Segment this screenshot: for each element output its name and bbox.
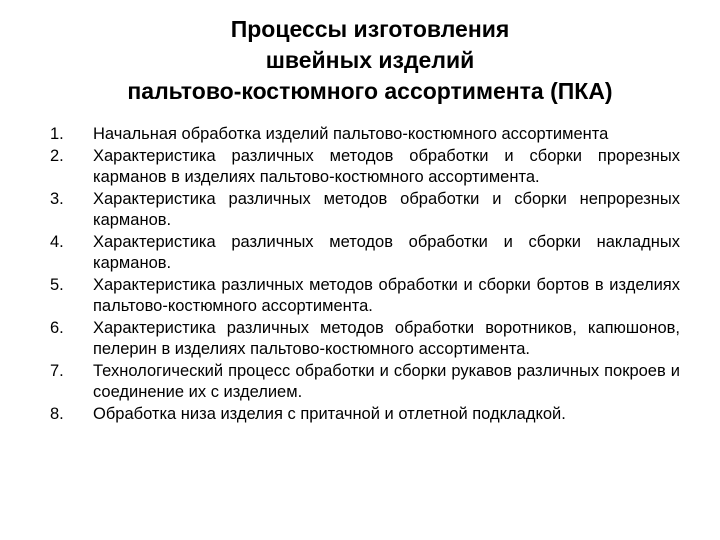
title-line-2: швейных изделий	[265, 47, 475, 73]
item-text: Обработка низа изделия с притачной и отлетной подкладкой.	[93, 404, 566, 423]
item-text: Начальная обработка изделий пальтово-костюмного ассортимента	[93, 125, 609, 143]
list-item	[50, 404, 680, 426]
item-text: Характеристика различных методов обработки и сборки прорезных карманов в изделиях пальтово-костюмного ассортимента.	[93, 146, 680, 186]
list-item	[50, 232, 680, 275]
list-item	[50, 361, 680, 404]
item-text: Характеристика различных методов обработки и сборки непрорезных карманов.	[93, 189, 680, 229]
item-number: 6.	[50, 318, 64, 337]
item-text: Характеристика различных методов обработки и сборки бортов в изделиях пальтово-костюмного ассортимента.	[93, 275, 680, 315]
slide-title	[40, 14, 700, 107]
item-number: 7.	[50, 361, 64, 380]
list-item	[50, 189, 680, 232]
list-item	[50, 146, 680, 189]
item-number: 4.	[50, 232, 64, 251]
item-text: Характеристика различных методов обработки воротников, капюшонов, пелерин в изделиях пальтово-костюмного ассортимента.	[93, 318, 680, 358]
item-number: 2.	[50, 146, 64, 165]
title-line-1: Процессы изготовления	[230, 16, 510, 42]
list-item	[50, 318, 680, 361]
list-item	[50, 275, 680, 318]
item-number: 3.	[50, 189, 64, 208]
item-number: 8.	[50, 404, 64, 423]
item-text: Технологический процесс обработки и сборки рукавов различных покроев и соединение их с изделием.	[93, 361, 680, 401]
topic-list	[50, 124, 680, 425]
title-line-3: пальтово-костюмного ассортимента (ПКА)	[127, 78, 613, 104]
item-number: 5.	[50, 275, 64, 294]
item-number: 1.	[50, 125, 64, 143]
list-item	[50, 124, 680, 146]
item-text: Характеристика различных методов обработки и сборки накладных карманов.	[93, 232, 680, 272]
